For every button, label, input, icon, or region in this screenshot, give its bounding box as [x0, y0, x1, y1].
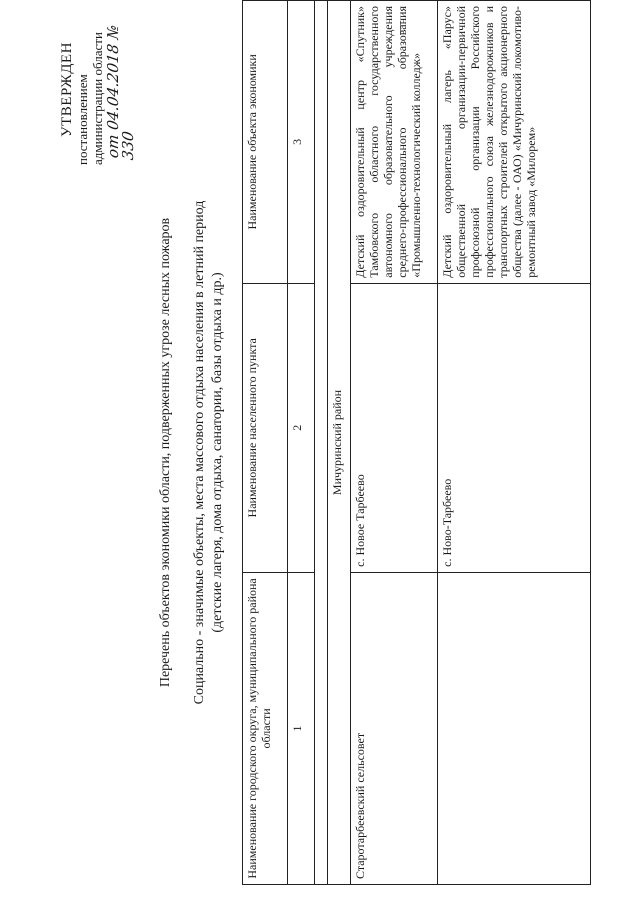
- table-header-row: [243, 1, 288, 885]
- cell-object: Детский оздоровительный центр «Спутник» Тамбовского областного государственного автономного образовательного учреждения среднего-профессионального образования «Промышленно-технологический колледж»: [351, 1, 438, 284]
- approval-block: [60, 0, 136, 165]
- approval-line: постановлением администрации области: [75, 32, 105, 165]
- table-row: [438, 1, 591, 885]
- column-number-2: 2: [288, 283, 315, 572]
- objects-table: [242, 0, 591, 885]
- header-object: Наименование объекта экономики: [243, 1, 288, 284]
- cell-district: Старотарбеевский сельсовет: [351, 572, 438, 884]
- document-title: Перечень объектов экономики области, подверженных угрозе лесных пожаров: [158, 217, 173, 688]
- column-number-1: 1: [288, 572, 315, 884]
- handwritten-date-number: от 04.04.2018 № 330: [104, 23, 137, 162]
- column-number-row: [288, 1, 315, 885]
- document-subtitle-line-2: (детские лагеря, дома отдыха, санатории, базы отдыха и др.): [210, 272, 225, 633]
- spacer-cell: [315, 1, 328, 885]
- column-number-3: 3: [288, 1, 315, 284]
- cell-settlement: с. Новое Тарбеево: [351, 283, 438, 572]
- header-district: Наименование городского округа, муниципального района области: [243, 572, 288, 884]
- spacer-row: [315, 1, 328, 885]
- cell-settlement: с. Ново-Тарбеево: [438, 283, 591, 572]
- header-settlement: Наименование населенного пункта: [243, 283, 288, 572]
- approval-title: УТВЕРЖДЕН: [59, 42, 75, 137]
- document-subtitle-line-1: Социально - значимые объекты, места массового отдыха населения в летний период: [192, 200, 207, 705]
- region-name: Мичуринский район: [328, 1, 351, 885]
- region-row: [328, 1, 351, 885]
- cell-object: Детский оздоровительный лагерь «Парус» общественной организации-первичной профсоюзной организации Российского профессионального союза железнодорожников и транспортных строителей открытого акционерного общества (далее - ОАО) «Мичуринский локомотиво-ремонтный завод «Милорем»: [438, 1, 591, 284]
- table-row: [351, 1, 438, 885]
- cell-district: [438, 572, 591, 884]
